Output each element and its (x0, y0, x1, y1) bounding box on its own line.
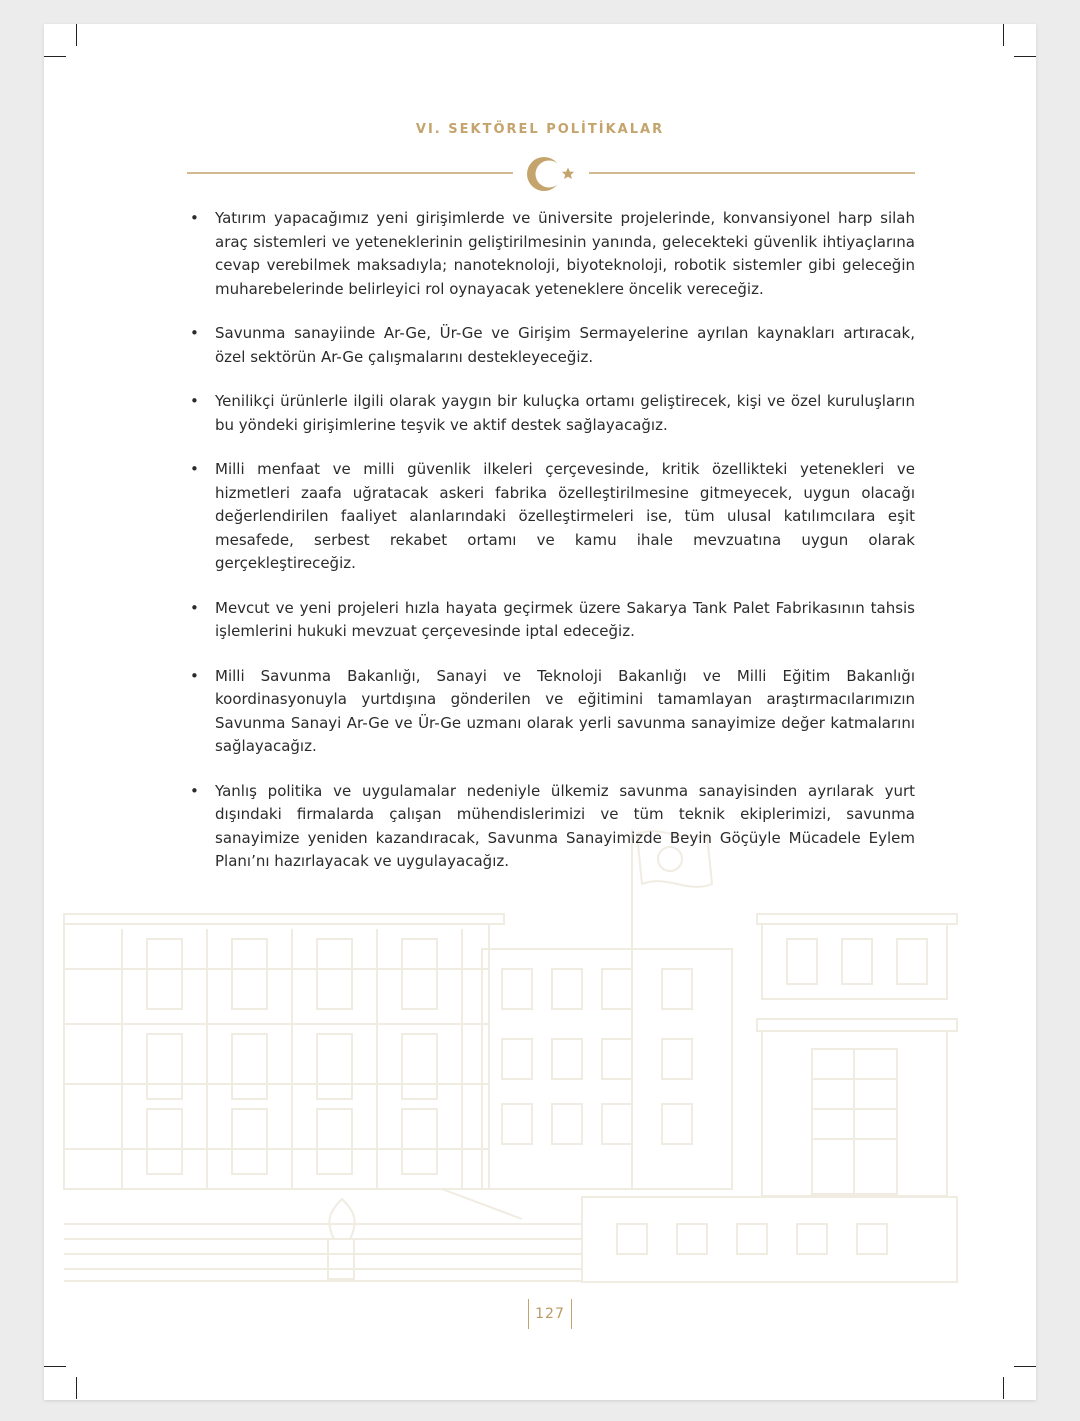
crescent-star-icon (527, 157, 574, 191)
crop-mark (76, 24, 77, 46)
list-item (187, 322, 915, 369)
list-item-text: Yanlış politika ve uygulamalar nedeniyle ülkemiz savunma sanayisinden ayrılarak yurt dışındaki firmalarda çalışan mühendislerimizi ve tüm teknik ekiplerimizi, savunma sanayimize yeniden kazandıracak, Savunma Sanayimizde Beyin Göçüyle Mücadele Eylem Planı’nı hazırlayacak ve uygulayacağız. (215, 781, 915, 870)
bullet-icon: • (190, 598, 199, 617)
crop-mark (1014, 1366, 1036, 1367)
list-item (187, 207, 915, 301)
crop-mark (76, 1377, 77, 1399)
list-item-text: Milli Savunma Bakanlığı, Sanayi ve Teknoloji Bakanlığı ve Milli Eğitim Bakanlığı koordinasyonuyla yurtdışına gönderilen ve eğitimini tamamlayan araştırmacılarımızın Savunma Sanayi Ar-Ge ve Ür-Ge uzmanı olarak yerli savunma sanayimize değer katmalarını sağlayacağız. (215, 666, 915, 755)
list-item (187, 458, 915, 576)
bullet-icon: • (190, 392, 199, 410)
title-divider (187, 152, 915, 196)
document-page (44, 24, 1036, 1400)
bullet-icon: • (190, 209, 199, 227)
list-item (187, 390, 915, 437)
crop-mark (44, 1366, 66, 1367)
list-item-text: Yatırım yapacağımız yeni girişimlerde ve üniversite projelerinde, konvansiyonel harp silah araç sistemleri ve yeteneklerinin geliştirilmesinin yanında, gelecekteki güvenlik ihtiyaçlarına cevap verebilmek maksadıyla; nanoteknoloji, biyoteknoloji, robotik sistemler gibi geleceğin muharebelerinde belirleyici rol oynayacak yeteneklere öncelik vereceğiz. (215, 209, 915, 298)
list-item-text: Mevcut ve yeni projeleri hızla hayata geçirmek üzere Sakarya Tank Palet Fabrikasının tahsis işlemlerini hukuki mevzuat çerçevesinde iptal edeceğiz. (215, 598, 915, 640)
crop-mark (1003, 24, 1004, 46)
crop-mark (44, 56, 66, 57)
bullet-icon: • (190, 324, 199, 342)
list-item (187, 665, 915, 759)
section-title: VI. SEKTÖREL POLİTİKALAR (415, 122, 665, 137)
bullet-icon: • (190, 460, 199, 478)
list-item-text: Savunma sanayiinde Ar-Ge, Ür-Ge ve Girişim Sermayelerine ayrılan kaynakları artıracak, özel sektörün Ar-Ge çalışmalarını destekleyeceğiz. (215, 324, 915, 366)
crop-mark (1014, 56, 1036, 57)
list-item (187, 597, 915, 644)
bullet-icon: • (190, 781, 199, 800)
bullet-list (187, 207, 915, 895)
crop-mark (1003, 1377, 1004, 1399)
list-item (187, 780, 915, 874)
page-number: 127 (528, 1299, 572, 1329)
list-item-text: Milli menfaat ve milli güvenlik ilkeleri çerçevesinde, kritik özellikteki yetenekleri ve hizmetleri zaafa uğratacak askeri fabrika özelleştirilmesine gitmeyecek, uygun olacağı değerlendirilen faaliyet alanlarındaki özelleştirmeleri ise, tüm ulusal katılımcılara eşit mesafede, serbest rekabet ortamı ve kamu ihale mevzuatına uygun olarak gerçekleştireceğiz. (215, 460, 915, 572)
list-item-text: Yenilikçi ürünlerle ilgili olarak yaygın bir kuluçka ortamı geliştirecek, kişi ve özel kuruluşların bu yöndeki girişimlerine teşvik ve aktif destek sağlayacağız. (215, 392, 915, 434)
bullet-icon: • (190, 666, 199, 685)
